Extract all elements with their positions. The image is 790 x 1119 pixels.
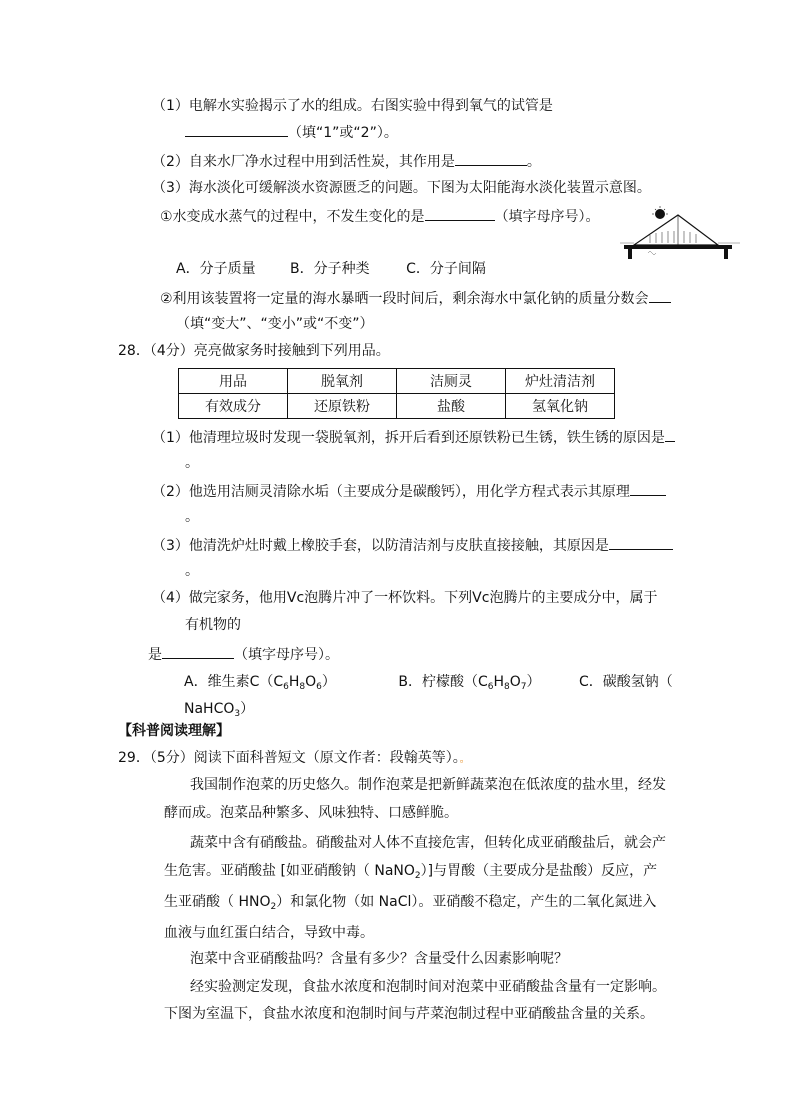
answer-blank[interactable] xyxy=(665,427,675,442)
option-c[interactable]: C．分子间隔 xyxy=(406,261,486,277)
q29-heading: 29．（5分）阅读下面科普短文（原文作者：段翰英等）。。 xyxy=(118,750,470,766)
q28-part2-end: 。 xyxy=(185,509,199,525)
option-b[interactable]: B．柠檬酸$(C_6H_8O_7)$ xyxy=(398,674,541,692)
q28-part2: （2）他选用洁厕灵清除水垢（主要成分是碳酸钙），用化学方程式表示其原理 xyxy=(152,481,666,501)
q28-part4-line1: （4）做完家务，他用Vc泡腾片冲了一杯饮料。下列Vc泡腾片的主要成分中，属于 xyxy=(152,590,658,606)
q29-para2-line1: 蔬菜中含有硝酸盐。硝酸盐对人体不直接危害，但转化成亚硝酸盐后，就会产 xyxy=(190,835,666,851)
q28-part4-line2: 有机物的 xyxy=(185,617,241,633)
q-water-part3b-line1: ②利用该装置将一定量的海水暴晒一段时间后，剩余海水中氯化钠的质量分数会 xyxy=(160,288,671,308)
sun-icon xyxy=(655,209,665,219)
q29-para4-line2: 下图为室温下，食盐水浓度和泡制时间与芹菜泡制过程中亚硝酸盐含量的关系。 xyxy=(164,1006,654,1022)
section-title: 【科普阅读理解】 xyxy=(118,723,230,739)
q29-para1-line1: 我国制作泡菜的历史悠久。制作泡菜是把新鲜蔬菜泡在低浓度的盐水里，经发 xyxy=(190,777,666,793)
q-water-part2: （2）自来水厂净水过程中用到活性炭，其作用是 。 xyxy=(152,151,541,171)
option-b[interactable]: B．分子种类 xyxy=(290,261,370,277)
q28-part3: （3）他清洗炉灶时戴上橡胶手套，以防清洁剂与皮肤直接接触，其原因是 xyxy=(152,535,673,555)
answer-blank[interactable] xyxy=(162,644,234,659)
table-cell: 还原铁粉 xyxy=(288,394,397,419)
q28-part1: （1）他清理垃圾时发现一袋脱氧剂，拆开后看到还原铁粉已生锈，铁生锈的原因是 xyxy=(152,427,675,447)
table-cell: 盐酸 xyxy=(397,394,506,419)
q-water-part3: （3）海水淡化可缓解淡水资源匮乏的问题。下图为太阳能海水淡化装置示意图。 xyxy=(152,180,651,196)
table-cell: 洁厕灵 xyxy=(397,369,506,394)
answer-blank[interactable] xyxy=(609,535,673,550)
table-cell: 脱氧剂 xyxy=(288,369,397,394)
q28-option-c-formula: NaHCO$_3$） xyxy=(184,701,255,719)
q-water-part1-line2 xyxy=(185,122,398,142)
q29-para1-line2: 酵而成。泡菜品种繁多、风味独特、口感鲜脆。 xyxy=(164,805,458,821)
table-cell: 炉灶清洁剂 xyxy=(506,369,615,394)
table-cell: 用品 xyxy=(179,369,288,394)
q29-para4-line1: 经实验测定发现，食盐水浓度和泡制时间对泡菜中亚硝酸盐含量有一定影响。 xyxy=(190,979,666,995)
table-cell: 有效成分 xyxy=(179,394,288,419)
q29-para2-line2: 生危害。亚硝酸盐 [如亚硝酸钠（ NaNO$_2$）]与胃酸（主要成分是盐酸）反应，产 xyxy=(164,863,658,881)
answer-blank[interactable] xyxy=(455,151,527,166)
table-row xyxy=(179,394,615,419)
hint-text: （填“1”或“2”）。 xyxy=(288,125,398,141)
q29-para2-line3: 生亚硝酸（ $HNO_2$）和氯化物（如 NaCl）。亚硝酸不稳定，产生的二氧化氮进入 xyxy=(164,894,657,912)
option-c[interactable]: C．碳酸氢钠（ xyxy=(578,674,673,690)
option-a[interactable]: A．维生素$C(C_6H_8O_6)$ xyxy=(184,674,336,692)
table-cell: 氢氧化钠 xyxy=(506,394,615,419)
q29-para2-line4: 血液与血红蛋白结合，导致中毒。 xyxy=(164,925,374,941)
solar-desalination-diagram xyxy=(620,205,740,261)
answer-blank[interactable] xyxy=(649,288,671,303)
q-water-part1-line1: （1）电解水实验揭示了水的组成。右图实验中得到氧气的试管是 xyxy=(152,98,553,114)
answer-blank[interactable] xyxy=(630,481,666,496)
q29-para3: 泡菜中含亚硝酸盐吗？含量有多少？含量受什么因素影响呢？ xyxy=(190,951,568,967)
q28-options xyxy=(184,673,673,696)
option-a[interactable]: A．分子质量 xyxy=(176,261,256,277)
household-items-table xyxy=(178,368,615,419)
answer-blank[interactable] xyxy=(425,206,495,221)
q-water-part3b-line2: （填“变大”、“变小”或“不变”） xyxy=(176,316,374,332)
q-water-part3a: ①水变成水蒸气的过程中，不发生变化的是 （填字母序号）。 xyxy=(160,206,600,226)
q-water-options xyxy=(176,260,486,278)
table-row xyxy=(179,369,615,394)
q28-part4-line3: 是 （填字母序号）。 xyxy=(148,644,339,664)
q28-part1-end: 。 xyxy=(185,455,199,471)
q28-heading: 28．（4分）亮亮做家务时接触到下列用品。 xyxy=(118,343,390,359)
answer-blank[interactable] xyxy=(185,122,288,137)
mark: 。 xyxy=(459,754,470,765)
q28-part3-end: 。 xyxy=(185,563,199,579)
